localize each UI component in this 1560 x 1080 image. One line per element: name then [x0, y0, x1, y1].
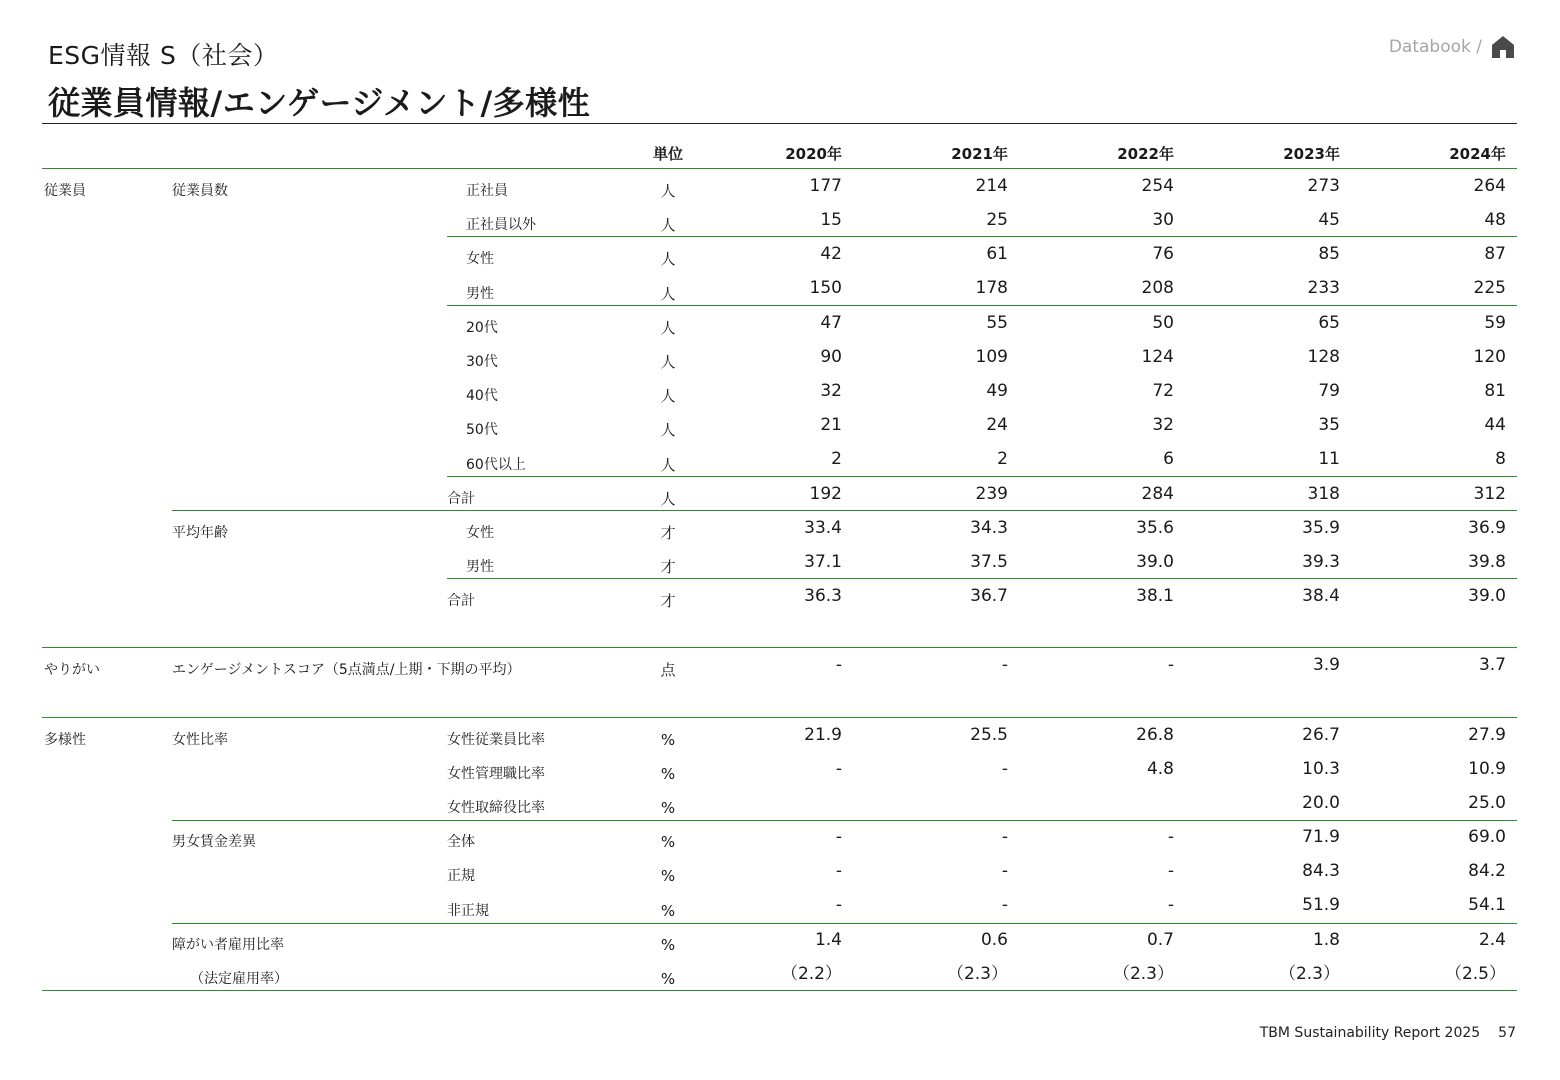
- unit-label: 人: [660, 421, 676, 440]
- item-label: 男女賃金差異: [172, 834, 256, 851]
- value-cell: 128: [1307, 346, 1340, 367]
- value-cell: 318: [1307, 483, 1340, 504]
- value-cell: 35.6: [1136, 517, 1174, 538]
- value-cell: 3.9: [1312, 655, 1340, 676]
- category-label: やりがい: [44, 662, 100, 679]
- value-cell: 20.0: [1302, 792, 1340, 813]
- value-cell: 0.6: [980, 929, 1008, 950]
- header-year: 2022年: [1117, 145, 1174, 164]
- esg-social-table: [42, 136, 1517, 991]
- value-cell: 72: [1152, 381, 1174, 401]
- report-name: TBM Sustainability Report 2025: [1259, 1025, 1481, 1041]
- value-cell: -: [1167, 895, 1174, 916]
- value-cell: -: [835, 895, 842, 916]
- item-label: （法定雇用率）: [190, 970, 288, 987]
- item-label: 従業員数: [172, 183, 228, 200]
- value-cell: 54.1: [1468, 895, 1506, 916]
- group-rule: [172, 820, 1517, 821]
- page-number: 57: [1498, 1025, 1516, 1041]
- value-cell: 39.3: [1302, 551, 1340, 572]
- value-cell: 50: [1152, 312, 1174, 333]
- breadcrumb[interactable]: [1389, 34, 1516, 60]
- table-row: [42, 957, 1517, 991]
- value-cell: 150: [809, 278, 842, 299]
- value-cell: 2.4: [1478, 929, 1506, 950]
- home-icon[interactable]: [1490, 34, 1516, 60]
- value-cell: 35: [1318, 415, 1340, 436]
- value-cell: 39.8: [1468, 551, 1506, 572]
- unit-label: %: [660, 799, 676, 818]
- value-cell: 34.3: [970, 517, 1008, 538]
- value-cell: -: [1167, 861, 1174, 882]
- value-cell: 208: [1141, 278, 1174, 299]
- value-cell: 177: [809, 175, 842, 196]
- value-cell: 233: [1307, 278, 1340, 299]
- header-year: 2020年: [785, 145, 842, 164]
- group-rule: [42, 990, 1517, 991]
- value-cell: 2: [997, 449, 1008, 470]
- value-cell: 51.9: [1302, 895, 1340, 916]
- value-cell: -: [1001, 758, 1008, 779]
- table-row: [42, 786, 1517, 820]
- sub-item-label: 合計: [447, 593, 475, 610]
- value-cell: 39.0: [1136, 551, 1174, 572]
- value-cell: 239: [975, 483, 1008, 504]
- value-cell: -: [835, 827, 842, 848]
- sub-item-label: 非正規: [447, 902, 489, 919]
- header-year: 2023年: [1283, 145, 1340, 164]
- group-rule: [172, 923, 1517, 924]
- value-cell: 1.4: [814, 929, 842, 950]
- page-title: 従業員情報/エンゲージメント/多様性: [48, 84, 591, 122]
- unit-label: %: [660, 935, 676, 954]
- value-cell: 225: [1473, 278, 1506, 299]
- value-cell: 47: [820, 312, 842, 333]
- table-row: [42, 340, 1517, 374]
- value-cell: 120: [1473, 346, 1506, 367]
- section-supertitle: ESG情報 S（社会）: [48, 41, 279, 70]
- value-cell: -: [1001, 861, 1008, 882]
- value-cell: 69.0: [1468, 827, 1506, 848]
- value-cell: 10.3: [1302, 758, 1340, 779]
- unit-label: 人: [660, 489, 676, 508]
- unit-label: 人: [660, 250, 676, 269]
- sub-item-label: 女性管理職比率: [447, 765, 545, 782]
- unit-label: 人: [660, 284, 676, 303]
- item-label: 障がい者雇用比率: [172, 936, 284, 953]
- value-cell: 2: [831, 449, 842, 470]
- table-row: [42, 579, 1517, 613]
- value-cell: -: [1167, 655, 1174, 676]
- sub-item-label: 30代: [466, 353, 498, 370]
- unit-label: %: [660, 764, 676, 783]
- sub-item-label: 正規: [447, 868, 475, 885]
- value-cell: 36.7: [970, 586, 1008, 607]
- value-cell: 214: [975, 175, 1008, 196]
- value-cell: -: [1001, 655, 1008, 676]
- value-cell: 37.5: [970, 551, 1008, 572]
- value-cell: 45: [1318, 210, 1340, 231]
- breadcrumb-databook-link[interactable]: Databook /: [1388, 37, 1482, 57]
- value-cell: 312: [1473, 483, 1506, 504]
- value-cell: 33.4: [804, 517, 842, 538]
- value-cell: （2.2）: [780, 963, 842, 984]
- value-cell: 36.9: [1468, 517, 1506, 538]
- sub-item-label: 男性: [466, 559, 494, 576]
- sub-item-label: 女性従業員比率: [447, 731, 545, 748]
- sub-item-label: 女性取締役比率: [447, 800, 545, 817]
- table-row: [42, 648, 1517, 682]
- value-cell: 84.3: [1302, 861, 1340, 882]
- value-cell: 0.7: [1146, 929, 1174, 950]
- table-row: [42, 443, 1517, 477]
- value-cell: 25.5: [970, 724, 1008, 745]
- value-cell: 30: [1152, 210, 1174, 231]
- value-cell: 27.9: [1468, 724, 1506, 745]
- value-cell: -: [1001, 827, 1008, 848]
- unit-label: 才: [660, 523, 676, 542]
- unit-label: 才: [660, 558, 676, 577]
- unit-label: 点: [660, 661, 676, 680]
- unit-label: %: [660, 901, 676, 920]
- value-cell: 178: [975, 278, 1008, 299]
- value-cell: 25.0: [1468, 792, 1506, 813]
- category-label: 多様性: [44, 731, 86, 748]
- value-cell: 32: [1152, 415, 1174, 436]
- value-cell: 26.8: [1136, 724, 1174, 745]
- value-cell: 15: [820, 210, 842, 231]
- sub-item-label: 20代: [466, 319, 498, 336]
- value-cell: 81: [1484, 381, 1506, 401]
- header-year: 2021年: [951, 145, 1008, 164]
- value-cell: 109: [975, 346, 1008, 367]
- section-gap: [42, 683, 1517, 718]
- table-row: [42, 374, 1517, 408]
- value-cell: 38.4: [1302, 586, 1340, 607]
- table-row: [42, 889, 1517, 923]
- table-row: [42, 752, 1517, 786]
- title-divider: [42, 123, 1517, 124]
- value-cell: 124: [1141, 346, 1174, 367]
- value-cell: 87: [1484, 244, 1506, 265]
- value-cell: （2.3）: [1278, 963, 1340, 984]
- value-cell: 25: [986, 210, 1008, 231]
- table-row: [42, 923, 1517, 957]
- value-cell: 49: [986, 381, 1008, 401]
- value-cell: 76: [1152, 244, 1174, 265]
- sub-item-label: 男性: [466, 285, 494, 302]
- sub-item-label: 女性: [466, 524, 494, 541]
- value-cell: 21.9: [804, 724, 842, 745]
- table-row: [42, 477, 1517, 511]
- value-cell: -: [835, 861, 842, 882]
- value-cell: 273: [1307, 175, 1340, 196]
- value-cell: 6: [1163, 449, 1174, 470]
- value-cell: 38.1: [1136, 586, 1174, 607]
- table-row: [42, 511, 1517, 545]
- value-cell: 4.8: [1146, 758, 1174, 779]
- value-cell: 21: [820, 415, 842, 436]
- value-cell: -: [835, 655, 842, 676]
- table-row: [42, 545, 1517, 579]
- unit-label: 人: [660, 352, 676, 371]
- header-year: 2024年: [1449, 145, 1506, 164]
- value-cell: 26.7: [1302, 724, 1340, 745]
- unit-label: 人: [660, 387, 676, 406]
- value-cell: 37.1: [804, 551, 842, 572]
- category-label: 従業員: [44, 183, 86, 200]
- section-gap: [42, 613, 1517, 648]
- value-cell: 85: [1318, 244, 1340, 265]
- sub-item-label: 60代以上: [466, 456, 526, 473]
- table-row: [42, 408, 1517, 442]
- value-cell: 284: [1141, 483, 1174, 504]
- sub-item-label: 50代: [466, 422, 498, 439]
- value-cell: -: [1001, 895, 1008, 916]
- value-cell: 90: [820, 346, 842, 367]
- value-cell: （2.3）: [946, 963, 1008, 984]
- unit-label: %: [660, 833, 676, 852]
- sub-item-label: 正社員以外: [466, 217, 536, 234]
- value-cell: 254: [1141, 175, 1174, 196]
- value-cell: 8: [1495, 449, 1506, 470]
- table-row: [42, 237, 1517, 271]
- value-cell: 39.0: [1468, 586, 1506, 607]
- table-row: [42, 820, 1517, 854]
- value-cell: 24: [986, 415, 1008, 436]
- page-footer: [1260, 1025, 1516, 1041]
- table-row: [42, 718, 1517, 752]
- value-cell: （2.5）: [1444, 963, 1506, 984]
- value-cell: （2.3）: [1112, 963, 1174, 984]
- value-cell: 84.2: [1468, 861, 1506, 882]
- unit-label: 人: [660, 318, 676, 337]
- sub-item-label: 合計: [447, 490, 475, 507]
- table-row: [42, 306, 1517, 340]
- value-cell: 71.9: [1302, 827, 1340, 848]
- value-cell: 44: [1484, 415, 1506, 436]
- sub-item-label: 正社員: [466, 183, 508, 200]
- value-cell: 3.7: [1478, 655, 1506, 676]
- unit-label: %: [660, 730, 676, 749]
- value-cell: -: [835, 758, 842, 779]
- value-cell: 79: [1318, 381, 1340, 401]
- item-label: エンゲージメントスコア（5点満点/上期・下期の平均）: [172, 662, 521, 679]
- value-cell: 36.3: [804, 586, 842, 607]
- value-cell: 32: [820, 381, 842, 401]
- sub-item-label: 女性: [466, 251, 494, 268]
- unit-label: 人: [660, 216, 676, 235]
- value-cell: 55: [986, 312, 1008, 333]
- value-cell: 35.9: [1302, 517, 1340, 538]
- value-cell: 264: [1473, 175, 1506, 196]
- unit-label: 人: [660, 455, 676, 474]
- value-cell: 10.9: [1468, 758, 1506, 779]
- unit-label: %: [660, 969, 676, 988]
- unit-label: 人: [660, 182, 676, 201]
- sub-item-label: 全体: [447, 834, 475, 851]
- table-row: [42, 272, 1517, 306]
- header-unit: 単位: [652, 145, 683, 164]
- value-cell: -: [1167, 827, 1174, 848]
- value-cell: 59: [1484, 312, 1506, 333]
- table-header-row: [42, 136, 1517, 169]
- value-cell: 192: [809, 483, 842, 504]
- unit-label: 才: [660, 592, 676, 611]
- sub-item-label: 40代: [466, 388, 498, 405]
- value-cell: 61: [986, 244, 1008, 265]
- value-cell: 11: [1318, 449, 1340, 470]
- item-label: 女性比率: [172, 731, 228, 748]
- unit-label: %: [660, 867, 676, 886]
- table-row: [42, 203, 1517, 237]
- value-cell: 1.8: [1312, 929, 1340, 950]
- table-row: [42, 854, 1517, 888]
- value-cell: 65: [1318, 312, 1340, 333]
- table-row: [42, 169, 1517, 203]
- item-label: 平均年齢: [172, 524, 228, 541]
- value-cell: 42: [820, 244, 842, 265]
- value-cell: 48: [1484, 210, 1506, 231]
